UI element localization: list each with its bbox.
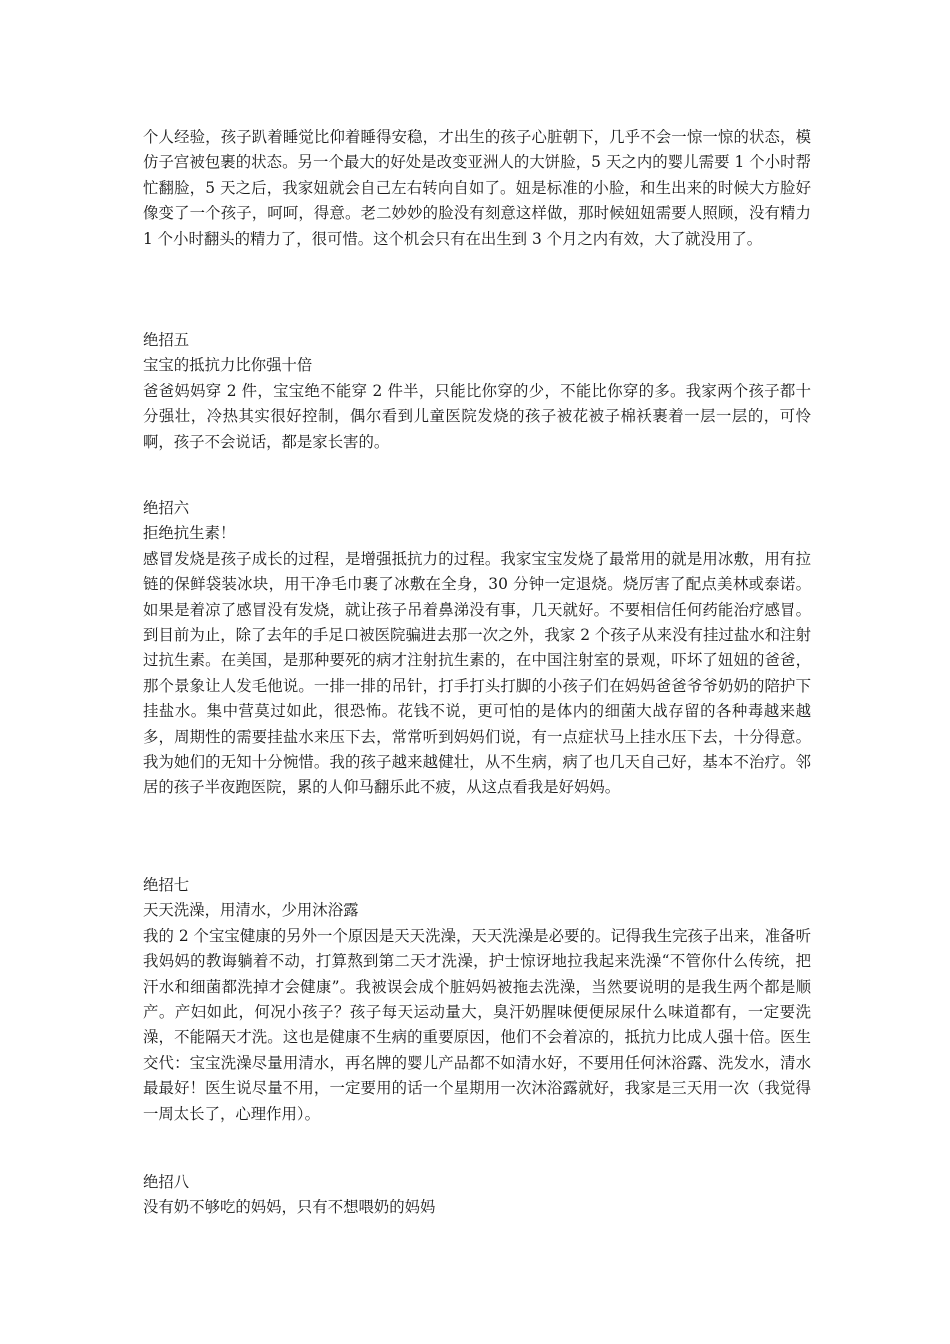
section-title: 绝招六 xyxy=(143,499,190,517)
section-tip-8 xyxy=(143,1170,811,1221)
section-title: 绝招五 xyxy=(143,331,190,349)
section-body: 爸爸妈妈穿 2 件，宝宝绝不能穿 2 件半，只能比你穿的少，不能比你穿的多。我家两个孩子都十分强壮，冷热其实很好控制，偶尔看到儿童医院发烧的孩子被花被子棉袄裹着一层一层的，可怜啊，孩子不会说话，都是家长害的。 xyxy=(143,381,811,451)
section-body: 我的 2 个宝宝健康的另外一个原因是天天洗澡，天天洗澡是必要的。记得我生完孩子出来，准备听我妈妈的教诲躺着不动，打算熬到第二天才洗澡，护士惊讶地拉我起来洗澡“不管你什么传统，把汗水和细菌都洗掉才会健康”。我被误会成个脏妈妈被拖去洗澡，当然要说明的是我生两个都是顺产。产妇如此，何况小孩子？孩子每天运动量大，臭汗奶腥味便便尿尿什么味道都有，一定要洗澡，不能隔天才洗。这也是健康不生病的重要原因，他们不会着凉的，抵抗力比成人强十倍。医生交代：宝宝洗澡尽量用清水，再名牌的婴儿产品都不如清水好，不要用任何沐浴露、洗发水，清水最最好！医生说尽量不用，一定要用的话一个星期用一次沐浴露就好，我家是三天用一次（我觉得一周太长了，心理作用）。 xyxy=(143,926,811,1123)
section-subtitle: 宝宝的抵抗力比你强十倍 xyxy=(143,356,313,375)
section-title: 绝招八 xyxy=(143,1173,190,1191)
section-title: 绝招七 xyxy=(143,876,190,894)
section-subtitle: 天天洗澡，用清水，少用沐浴露 xyxy=(143,901,359,920)
section-subtitle: 没有奶不够吃的妈妈，只有不想喂奶的妈妈 xyxy=(143,1198,436,1217)
section-subtitle: 拒绝抗生素！ xyxy=(143,524,236,543)
section-tip-6 xyxy=(143,496,811,801)
section-body: 感冒发烧是孩子成长的过程，是增强抵抗力的过程。我家宝宝发烧了最常用的就是用冰敷，用有拉链的保鲜袋装冰块，用干净毛巾裹了冰敷在全身，30 分钟一定退烧。烧厉害了配点美林或泰诺。如果是着凉了感冒没有发烧，就让孩子吊着鼻涕没有事，几天就好。不要相信任何药能治疗感冒。到目前为止，除了去年的手足口被医院骗进去那一次之外，我家 2 个孩子从来没有挂过盐水和注射过抗生素。在美国，是那种要死的病才注射抗生素的，在中国注射室的景观，吓坏了妞妞的爸爸，那个景象让人发毛他说。一排一排的吊针，打手打头打脚的小孩子们在妈妈爸爸爷爷奶奶的陪护下挂盐水。集中营莫过如此，很恐怖。花钱不说，更可怕的是体内的细菌大战存留的各种毒越来越多，周期性的需要挂盐水来压下去，常常听到妈妈们说，有一点症状马上挂水压下去，十分得意。我为她们的无知十分惋惜。我的孩子越来越健壮，从不生病，病了也几天自己好，基本不治疗。邻居的孩子半夜跑医院，累的人仰马翻乐此不疲，从这点看我是好妈妈。 xyxy=(143,549,811,797)
section-tip-7 xyxy=(143,873,811,1127)
intro-block xyxy=(143,125,811,252)
section-tip-5 xyxy=(143,328,811,455)
intro-paragraph: 个人经验，孩子趴着睡觉比仰着睡得安稳，才出生的孩子心脏朝下，几乎不会一惊一惊的状态，模仿子宫被包裹的状态。另一个最大的好处是改变亚洲人的大饼脸，5 天之内的婴儿需要 1 个小时帮忙翻脸，5 天之后，我家妞就会自己左右转向自如了。妞是标准的小脸，和生出来的时候大方脸好像变了一个孩子，呵呵，得意。老二妙妙的脸没有刻意这样做，那时候妞妞需要人照顾，没有精力 1 个小时翻头的精力了，很可惜。这个机会只有在出生到 3 个月之内有效，大了就没用了。 xyxy=(143,128,811,248)
